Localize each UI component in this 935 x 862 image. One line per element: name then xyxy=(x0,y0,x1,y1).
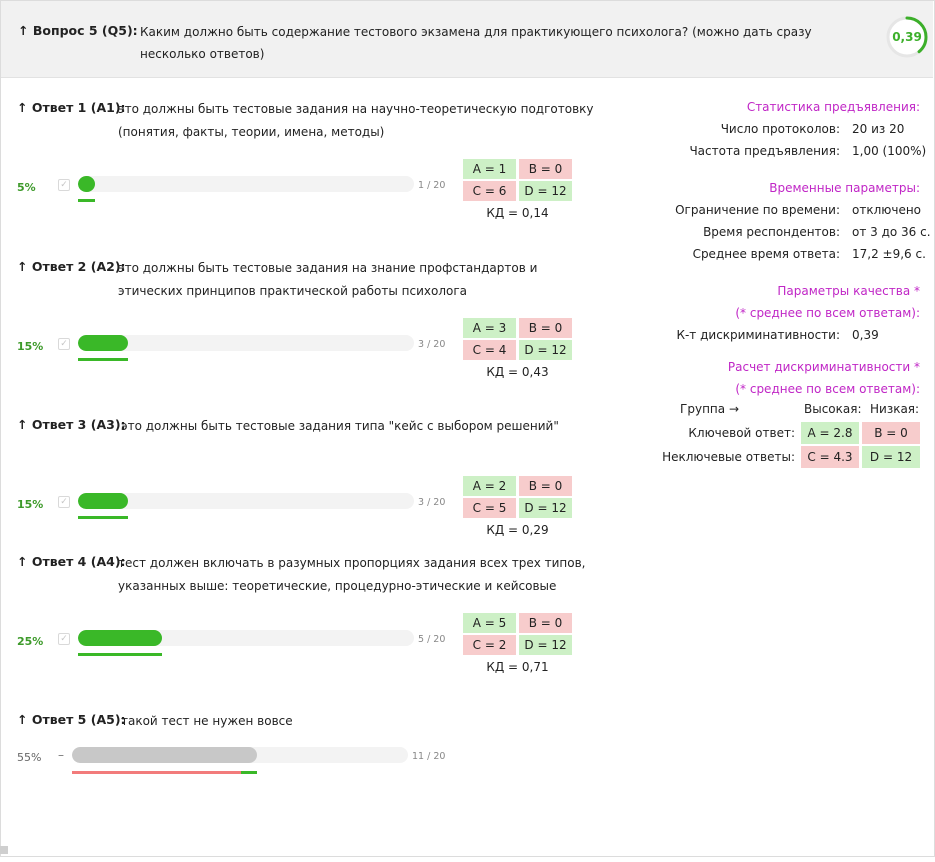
cell-b: B = 0 xyxy=(519,476,572,496)
cell-c: C = 6 xyxy=(463,181,516,201)
answer-block xyxy=(0,417,600,567)
answer-count: 1 / 20 xyxy=(418,180,446,191)
question-header xyxy=(1,1,933,78)
discr-value: 0,39 xyxy=(852,328,879,342)
high-label: Высокая: xyxy=(804,402,862,416)
answer-count: 3 / 20 xyxy=(418,339,446,350)
answer-label[interactable]: ↑ Ответ 4 (A4): xyxy=(17,554,126,569)
cell-d: D = 12 xyxy=(519,498,572,518)
question-text: Каким должно быть содержание тестового экзамена для практикующего психолога? (можно дать сразу несколько ответов) xyxy=(140,25,812,61)
answer-kd: КД = 0,71 xyxy=(486,660,549,674)
discr-label: К-т дискриминативности: xyxy=(676,328,840,342)
low-label: Низкая: xyxy=(870,402,920,416)
avg-time-value: 17,2 ±9,6 с. xyxy=(852,247,926,261)
answer-kd: КД = 0,43 xyxy=(486,365,549,379)
resp-time-value: от 3 до 36 с. xyxy=(852,225,931,239)
check-icon: ✓ xyxy=(58,338,70,350)
time-limit-label: Ограничение по времени: xyxy=(675,203,840,217)
discrimination-note: (* среднее по всем ответам): xyxy=(735,382,920,396)
underline-green xyxy=(241,771,257,774)
cell-c: C = 5 xyxy=(463,498,516,518)
discrimination-table xyxy=(620,398,925,468)
avg-time-label: Среднее время ответа: xyxy=(692,247,840,261)
group-label: Группа → xyxy=(680,402,739,416)
key-b-cell: B = 0 xyxy=(862,422,920,444)
time-limit-value: отключено xyxy=(852,203,922,217)
frequency-value: 1,00 (100%) xyxy=(852,144,927,158)
progress-fill xyxy=(78,630,162,646)
answer-block xyxy=(0,259,600,409)
answer-percent: 15% xyxy=(17,340,44,353)
nonkey-answer-label: Неключевые ответы: xyxy=(662,450,795,464)
quality-note: (* среднее по всем ответам): xyxy=(735,306,920,320)
cell-c: C = 2 xyxy=(463,635,516,655)
answer-progress-bar xyxy=(78,630,414,646)
question-label[interactable]: ↑ Вопрос 5 (Q5): xyxy=(18,23,138,38)
quality-title: Параметры качества * xyxy=(777,284,920,298)
key-a-cell: A = 2.8 xyxy=(801,422,859,444)
cell-a: A = 1 xyxy=(463,159,516,179)
underline-green xyxy=(78,358,128,361)
cell-b: B = 0 xyxy=(519,318,572,338)
answer-progress-bar xyxy=(78,335,414,351)
frequency-label: Частота предъявления: xyxy=(689,144,840,158)
cell-d: D = 12 xyxy=(519,181,572,201)
progress-fill xyxy=(78,493,128,509)
answer-label[interactable]: ↑ Ответ 1 (A1): xyxy=(17,100,126,115)
cell-d: D = 12 xyxy=(519,340,572,360)
answer-percent: 5% xyxy=(17,181,36,194)
time-title: Временные параметры: xyxy=(769,181,920,195)
progress-fill xyxy=(72,747,257,763)
answer-text: тест должен включать в разумных пропорциях задания всех трех типов, указанных выше: теоретические, процедурно-этические и кейсовые xyxy=(118,556,586,593)
answer-label[interactable]: ↑ Ответ 2 (A2): xyxy=(17,259,126,274)
cell-c: C = 4 xyxy=(463,340,516,360)
answer-count: 3 / 20 xyxy=(418,497,446,508)
answer-count: 11 / 20 xyxy=(412,751,446,762)
resize-handle[interactable] xyxy=(0,846,8,854)
answer-kd: КД = 0,29 xyxy=(486,523,549,537)
underline-green xyxy=(78,653,162,656)
abcd-grid xyxy=(463,476,572,518)
answer-percent: 15% xyxy=(17,498,44,511)
dash-icon: – xyxy=(58,748,64,762)
protocols-label: Число протоколов: xyxy=(720,122,840,136)
cell-a: A = 3 xyxy=(463,318,516,338)
answer-text: это должны быть тестовые задания на знание профстандартов и этических принципов практической работы психолога xyxy=(118,261,538,298)
answer-progress-bar xyxy=(78,176,414,192)
answer-text: это должны быть тестовые задания типа "кейс с выбором решений" xyxy=(121,419,559,433)
underline-green xyxy=(78,516,128,519)
answer-label[interactable]: ↑ Ответ 3 (A3): xyxy=(17,417,126,432)
abcd-grid xyxy=(463,159,572,201)
cell-b: B = 0 xyxy=(519,159,572,179)
answer-progress-bar xyxy=(72,747,408,763)
answer-percent: 55% xyxy=(17,751,42,764)
cell-d: D = 12 xyxy=(519,635,572,655)
answer-progress-bar xyxy=(78,493,414,509)
cell-b: B = 0 xyxy=(519,613,572,633)
resp-time-label: Время респондентов: xyxy=(703,225,840,239)
answer-percent: 25% xyxy=(17,635,44,648)
underline-red xyxy=(72,771,241,774)
progress-fill xyxy=(78,176,95,192)
discrimination-header xyxy=(620,356,920,400)
answer-count: 5 / 20 xyxy=(418,634,446,645)
abcd-grid xyxy=(463,613,572,655)
presentation-title: Статистика предъявления: xyxy=(746,100,920,114)
progress-fill xyxy=(78,335,128,351)
answer-block xyxy=(0,100,600,250)
answer-text: это должны быть тестовые задания на научно-теоретическую подготовку (понятия, факты, теории, имена, методы) xyxy=(118,102,594,139)
abcd-grid xyxy=(463,318,572,360)
answer-text: такой тест не нужен вовсе xyxy=(121,714,293,728)
statistics-panel xyxy=(620,96,931,346)
key-answer-label: Ключевой ответ: xyxy=(688,426,795,440)
nonkey-d-cell: D = 12 xyxy=(862,446,920,468)
underline-green xyxy=(78,199,95,202)
protocols-value: 20 из 20 xyxy=(852,122,905,136)
answer-label[interactable]: ↑ Ответ 5 (A5): xyxy=(17,712,126,727)
check-icon: ✓ xyxy=(58,496,70,508)
nonkey-c-cell: C = 4.3 xyxy=(801,446,859,468)
check-icon: ✓ xyxy=(58,633,70,645)
answer-kd: КД = 0,14 xyxy=(486,206,549,220)
check-icon: ✓ xyxy=(58,179,70,191)
question-score: 0,39 xyxy=(892,30,922,44)
cell-a: A = 2 xyxy=(463,476,516,496)
discrimination-title: Расчет дискриминативности * xyxy=(727,360,920,374)
answer-block xyxy=(0,712,600,862)
answer-block xyxy=(0,554,600,704)
cell-a: A = 5 xyxy=(463,613,516,633)
